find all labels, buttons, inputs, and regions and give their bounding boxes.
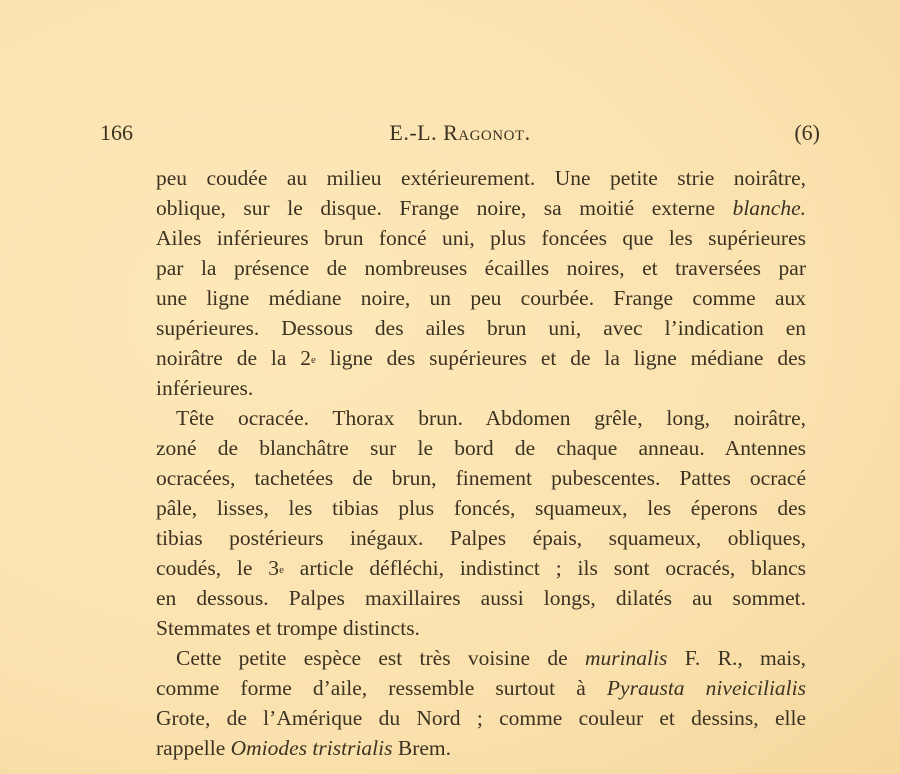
text-line: Cette petite espèce est très voisine de murinalis F. R., mais,: [176, 646, 806, 670]
text-line: peu coudée au milieu extérieurement. Une petite strie noirâtre,: [156, 166, 806, 190]
text-line: oblique, sur le disque. Frange noire, sa moitié externe blanche.: [156, 196, 806, 220]
superscript: e: [279, 564, 284, 576]
text-line: pâle, lisses, les tibias plus foncés, squameux, les éperons des: [156, 496, 806, 520]
text-line: Grote, de l’Amérique du Nord ; comme couleur et dessins, elle: [156, 706, 806, 730]
text-line: rappelle Omiodes tristrialis Brem.: [156, 736, 452, 760]
italic-term: murinalis: [584, 646, 668, 670]
running-title: E.-L. Ragonot.: [389, 120, 531, 145]
text-line: ocracées, tachetées de brun, finement pubescentes. Pattes ocracé: [156, 466, 806, 490]
page-header: [100, 120, 820, 150]
superscript: e: [311, 354, 316, 366]
section-number: (6): [794, 120, 820, 145]
text-line: une ligne médiane noire, un peu courbée. Frange comme aux: [156, 286, 806, 310]
paragraph: [156, 163, 806, 403]
text-line: Ailes inférieures brun foncé uni, plus foncées que les supérieures: [156, 226, 806, 250]
page-number: 166: [100, 120, 133, 145]
text-line: comme forme d’aile, ressemble surtout à Pyrausta niveicilialis: [156, 676, 806, 700]
text-line: coudés, le 3e article défléchi, indistinct ; ils sont ocracés, blancs: [156, 556, 806, 580]
text-line: par la présence de nombreuses écailles noires, et traversées par: [156, 256, 806, 280]
text-line: Stemmates et trompe distincts.: [156, 616, 420, 640]
page-body: [156, 163, 806, 763]
text-line: Tête ocracée. Thorax brun. Abdomen grêle, long, noirâtre,: [176, 406, 806, 430]
italic-term: Pyrausta niveicilialis: [606, 676, 806, 700]
italic-term: blanche.: [732, 196, 806, 220]
text-line: supérieures. Dessous des ailes brun uni, avec l’indication en: [156, 316, 806, 340]
text-line: noirâtre de la 2e ligne des supérieures et de la ligne médiane des: [156, 346, 806, 370]
paragraph: [156, 643, 806, 763]
text-line: tibias postérieurs inégaux. Palpes épais, squameux, obliques,: [156, 526, 806, 550]
text-line: inférieures.: [156, 376, 254, 400]
text-line: en dessous. Palpes maxillaires aussi longs, dilatés au sommet.: [156, 586, 806, 610]
text-line: zoné de blanchâtre sur le bord de chaque anneau. Antennes: [156, 436, 806, 460]
paragraph: [156, 403, 806, 643]
italic-term: Omiodes tristrialis: [230, 736, 393, 760]
